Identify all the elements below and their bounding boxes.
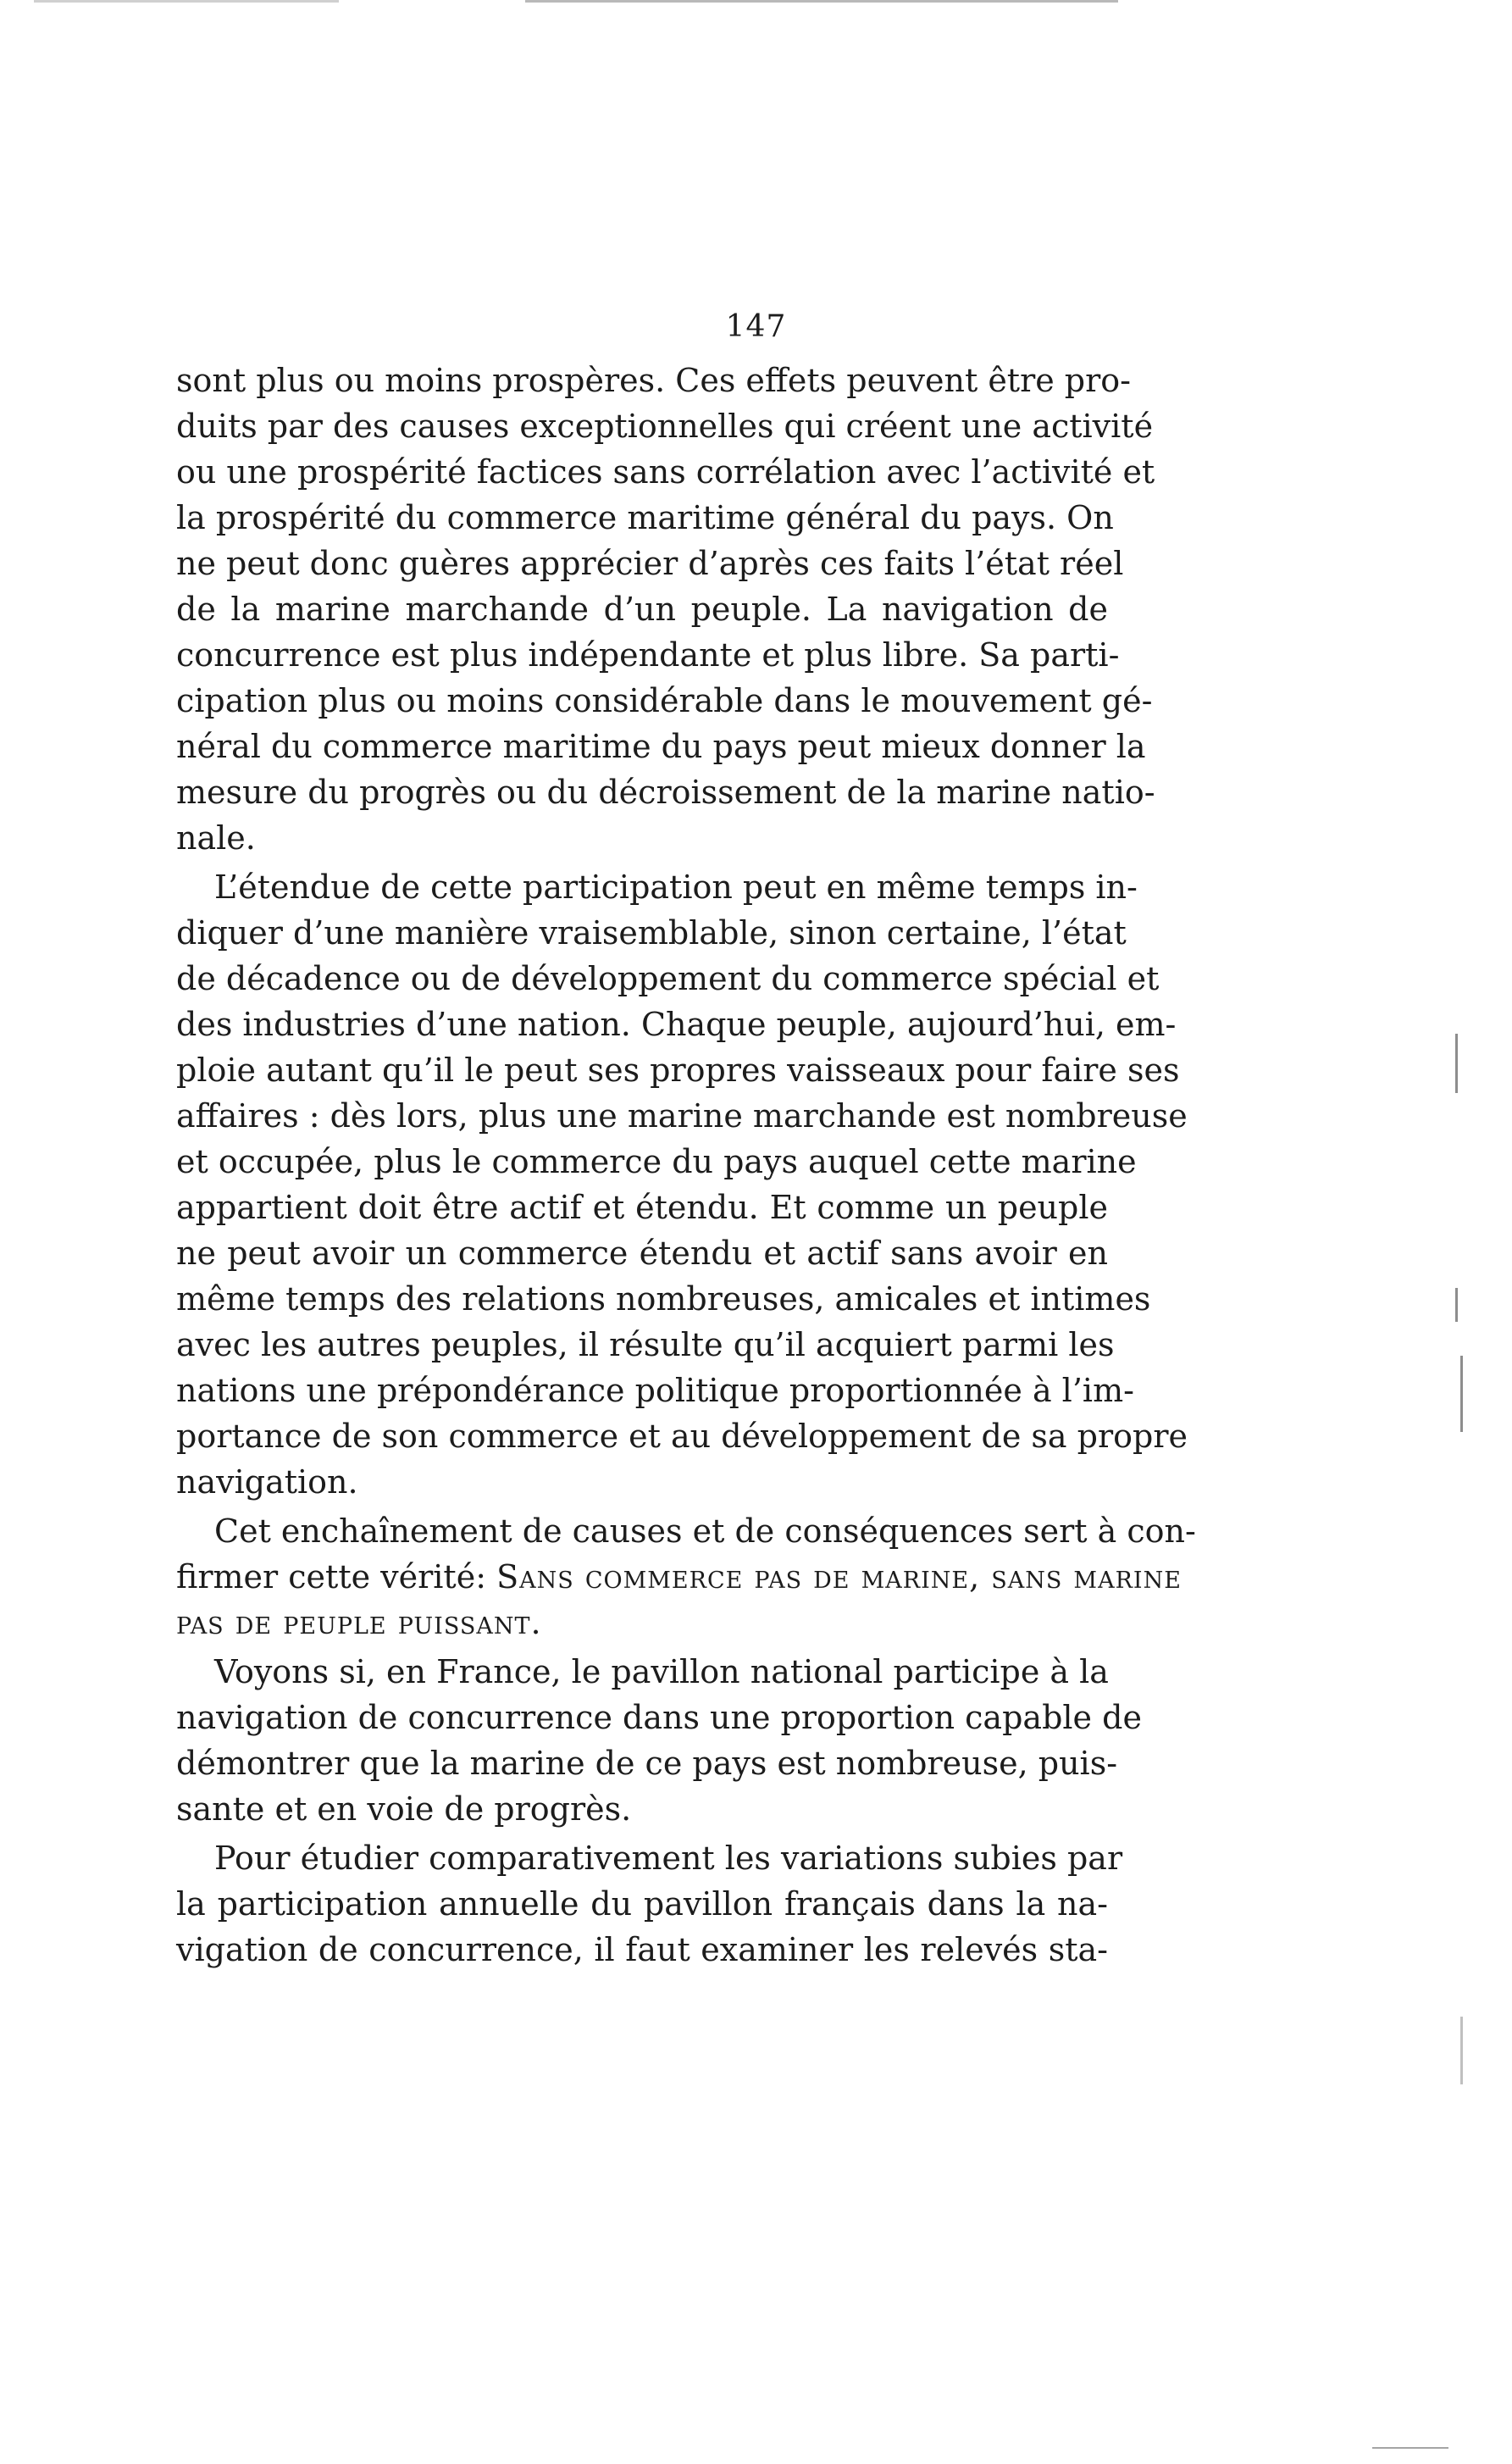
text-line: ploie autant qu’il le peut ses propres vaisseaux pour faire ses (176, 1052, 1180, 1089)
text-line: mesure du progrès ou du décroissement de la marine natio- (176, 774, 1155, 811)
text-line: Voyons si, en France, le pavillon national participe à la (214, 1653, 1109, 1690)
scan-artifact (1460, 2017, 1463, 2084)
text-line: avec les autres peuples, il résulte qu’il acquiert parmi les (176, 1326, 1115, 1363)
text-line: de la marine marchande d’un peuple. La navigation de (176, 591, 1108, 628)
page-body (176, 358, 1196, 1973)
lead-in-text: firmer cette vérité: (176, 1558, 486, 1595)
text-line (176, 1554, 1182, 1600)
text-line: démontrer que la marine de ce pays est nombreuse, puis- (176, 1745, 1118, 1782)
maxim-text: pas de peuple puissant. (176, 1604, 542, 1641)
text-line: des industries d’une nation. Chaque peuple, aujourd’hui, em- (176, 1006, 1177, 1043)
paragraph (176, 864, 1188, 1505)
text-line: affaires : dès lors, plus une marine marchande est nombreuse (176, 1097, 1188, 1135)
text-line: même temps des relations nombreuses, amicales et intimes (176, 1280, 1151, 1318)
text-line: cipation plus ou moins considérable dans le mouvement gé- (176, 682, 1153, 719)
text-line: vigation de concurrence, il faut examiner les relevés sta- (176, 1931, 1108, 1968)
text-line: sont plus ou moins prospères. Ces effets peuvent être pro- (176, 362, 1132, 399)
text-line: la participation annuelle du pavillon français dans la na- (176, 1885, 1108, 1923)
top-scan-edge-right (525, 0, 1118, 3)
text-line: portance de son commerce et au développement de sa propre (176, 1418, 1188, 1455)
scan-artifact (1372, 2447, 1448, 2449)
paragraph (176, 1649, 1142, 1832)
text-line: navigation. (176, 1463, 358, 1501)
text-line: de décadence ou de développement du commerce spécial et (176, 960, 1160, 997)
text-line: sante et en voie de progrès. (176, 1790, 632, 1828)
text-line: L’étendue de cette participation peut en même temps in- (214, 869, 1138, 906)
text-line: Pour étudier comparativement les variations subies par (214, 1840, 1123, 1877)
page-number: 147 (725, 309, 787, 344)
maxim-text: Sans commerce pas de marine, sans marine (496, 1558, 1182, 1595)
scan-artifact (1455, 1288, 1458, 1322)
scan-artifact (1455, 1034, 1458, 1093)
text-line: ou une prospérité factices sans corrélation avec l’activité et (176, 453, 1155, 491)
text-line: Cet enchaînement de causes et de conséquences sert à con- (214, 1512, 1196, 1550)
text-line: nale. (176, 819, 256, 857)
text-line: duits par des causes exceptionnelles qui créent une activité (176, 408, 1154, 445)
text-line: néral du commerce maritime du pays peut mieux donner la (176, 728, 1146, 765)
text-line: la prospérité du commerce maritime général du pays. On (176, 499, 1114, 536)
text-line: ne peut avoir un commerce étendu et actif sans avoir en (176, 1235, 1108, 1272)
top-scan-edge-left (34, 0, 339, 3)
text-line: ne peut donc guères apprécier d’après ces faits l’état réel (176, 545, 1124, 582)
text-line: diquer d’une manière vraisemblable, sinon certaine, l’état (176, 914, 1127, 952)
scan-artifact (1460, 1356, 1463, 1432)
paragraph (176, 358, 1155, 861)
paragraph (176, 1508, 1196, 1645)
paragraph (176, 1835, 1123, 1973)
text-line: appartient doit être actif et étendu. Et comme un peuple (176, 1189, 1108, 1226)
text-line: concurrence est plus indépendante et plus libre. Sa parti- (176, 636, 1120, 674)
text-line: navigation de concurrence dans une proportion capable de (176, 1699, 1142, 1736)
text-line: et occupée, plus le commerce du pays auquel cette marine (176, 1143, 1137, 1180)
text-line: nations une prépondérance politique proportionnée à l’im- (176, 1372, 1134, 1409)
